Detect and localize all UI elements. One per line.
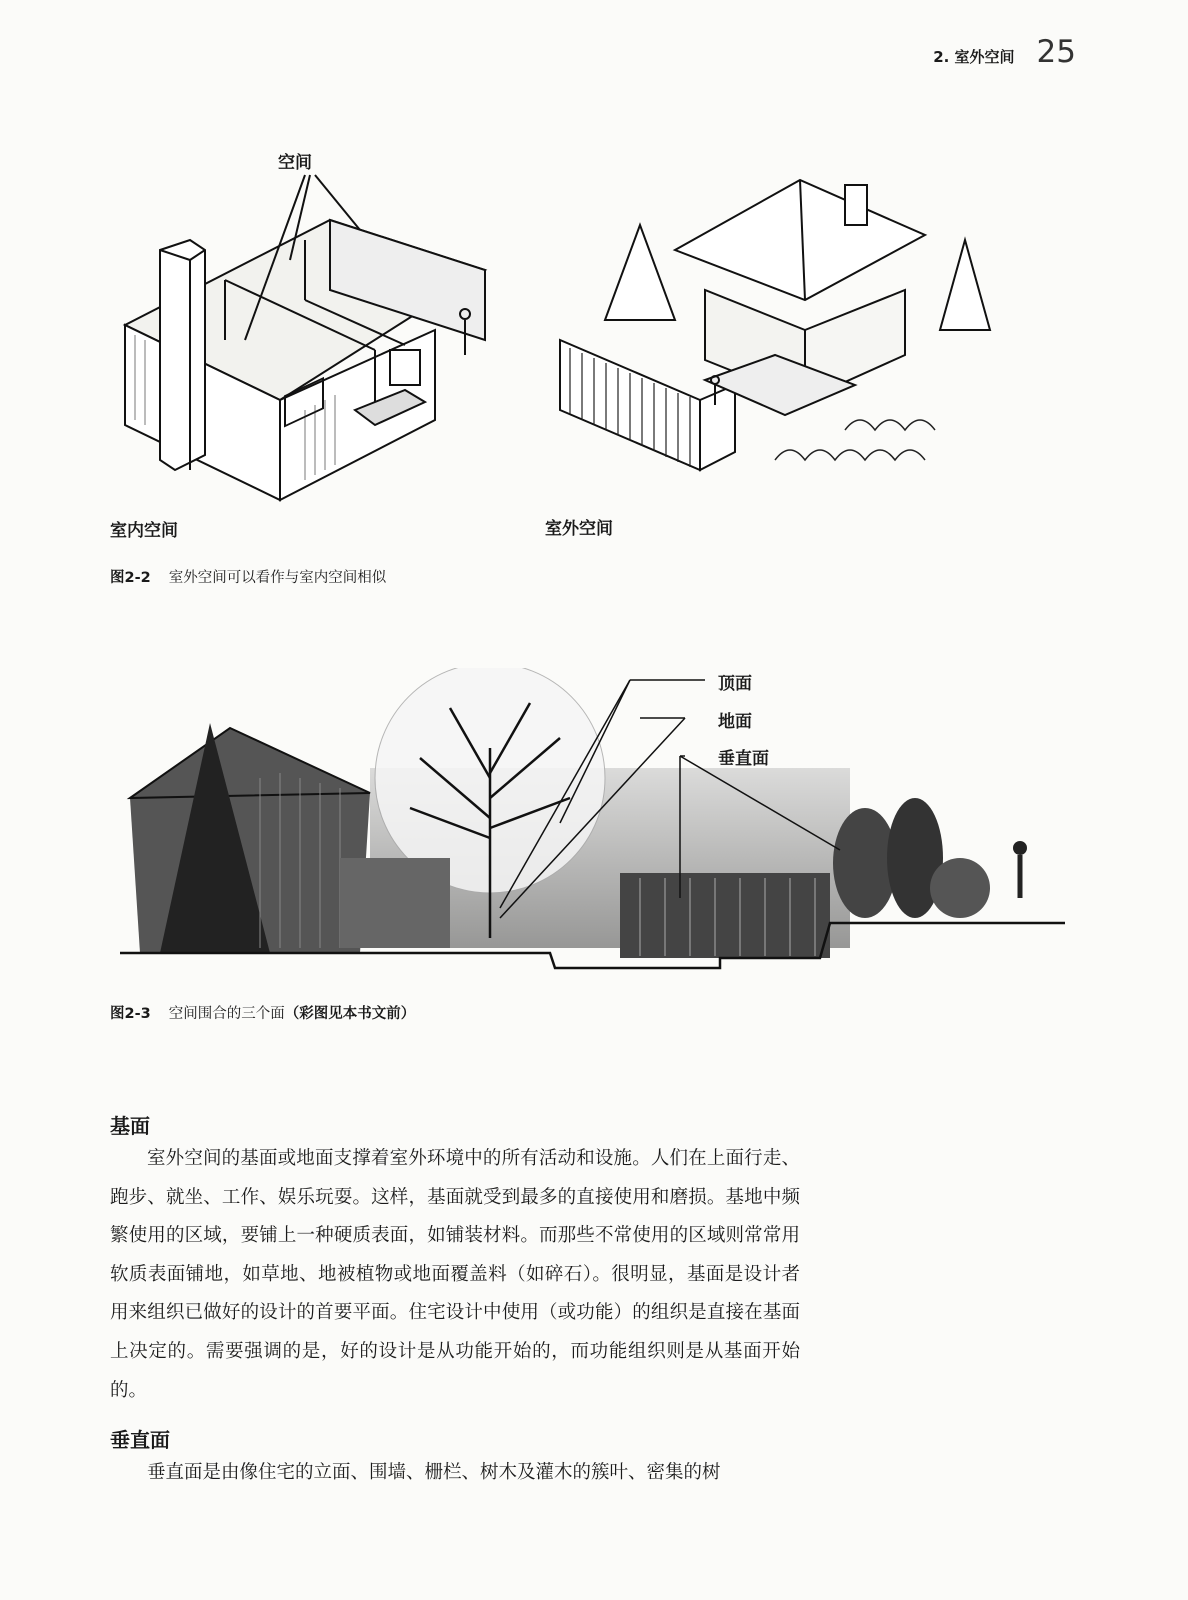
section-heading-vertical-plane: 垂直面	[110, 1428, 170, 1452]
figure-2-2-caption-text: 室外空间可以看作与室内空间相似	[168, 570, 387, 586]
figure-2-2-space-callout: 空间	[278, 153, 312, 173]
figure-2-2-caption	[110, 566, 386, 587]
figure-2-3-caption-number: 图2-3	[110, 1006, 151, 1022]
chapter-title: 2. 室外空间	[933, 48, 1015, 66]
figure-2-3-ground-plane-label: 地面	[718, 712, 752, 732]
figure-2-2-exterior-label: 室外空间	[545, 519, 613, 539]
figure-2-3-top-plane-label: 顶面	[718, 674, 752, 694]
figure-2-2-caption-number: 图2-2	[110, 570, 151, 586]
figure-2-3-caption-note: （彩图见本书文前）	[284, 1006, 416, 1022]
figure-2-2-exterior-illustration	[545, 130, 1015, 505]
section-paragraph-ground-plane: 室外空间的基面或地面支撑着室外环境中的所有活动和设施。人们在上面行走、跑步、就坐、工作、娱乐玩耍。这样，基面就受到最多的直接使用和磨损。基地中频繁使用的区域，要铺上一种硬质表面，如铺装材料。而那些不常使用的区域则常常用软质表面铺地，如草地、地被植物或地面覆盖料（如碎石）。很明显，基面是设计者用来组织已做好的设计的首要平面。住宅设计中使用（或功能）的组织是直接在基面上决定的。需要强调的是，好的设计是从功能开始的，而功能组织则是从基面开始的。	[110, 1148, 800, 1401]
page-number: 25	[1036, 34, 1076, 70]
section-paragraph-vertical-plane: 垂直面是由像住宅的立面、围墙、栅栏、树木及灌木的簇叶、密集的树	[147, 1462, 721, 1483]
figure-2-2-interior-illustration	[105, 140, 525, 510]
figure-2-3-vertical-plane-label: 垂直面	[718, 749, 769, 769]
section-heading-ground-plane: 基面	[110, 1114, 150, 1138]
page-header	[933, 34, 1076, 70]
figure-2-3-caption-text: 空间围合的三个面	[168, 1006, 285, 1022]
figure-2-3-caption	[110, 1002, 415, 1023]
figure-2-3-section-illustration	[120, 668, 1065, 983]
figure-2-2-interior-label: 室内空间	[110, 521, 178, 541]
